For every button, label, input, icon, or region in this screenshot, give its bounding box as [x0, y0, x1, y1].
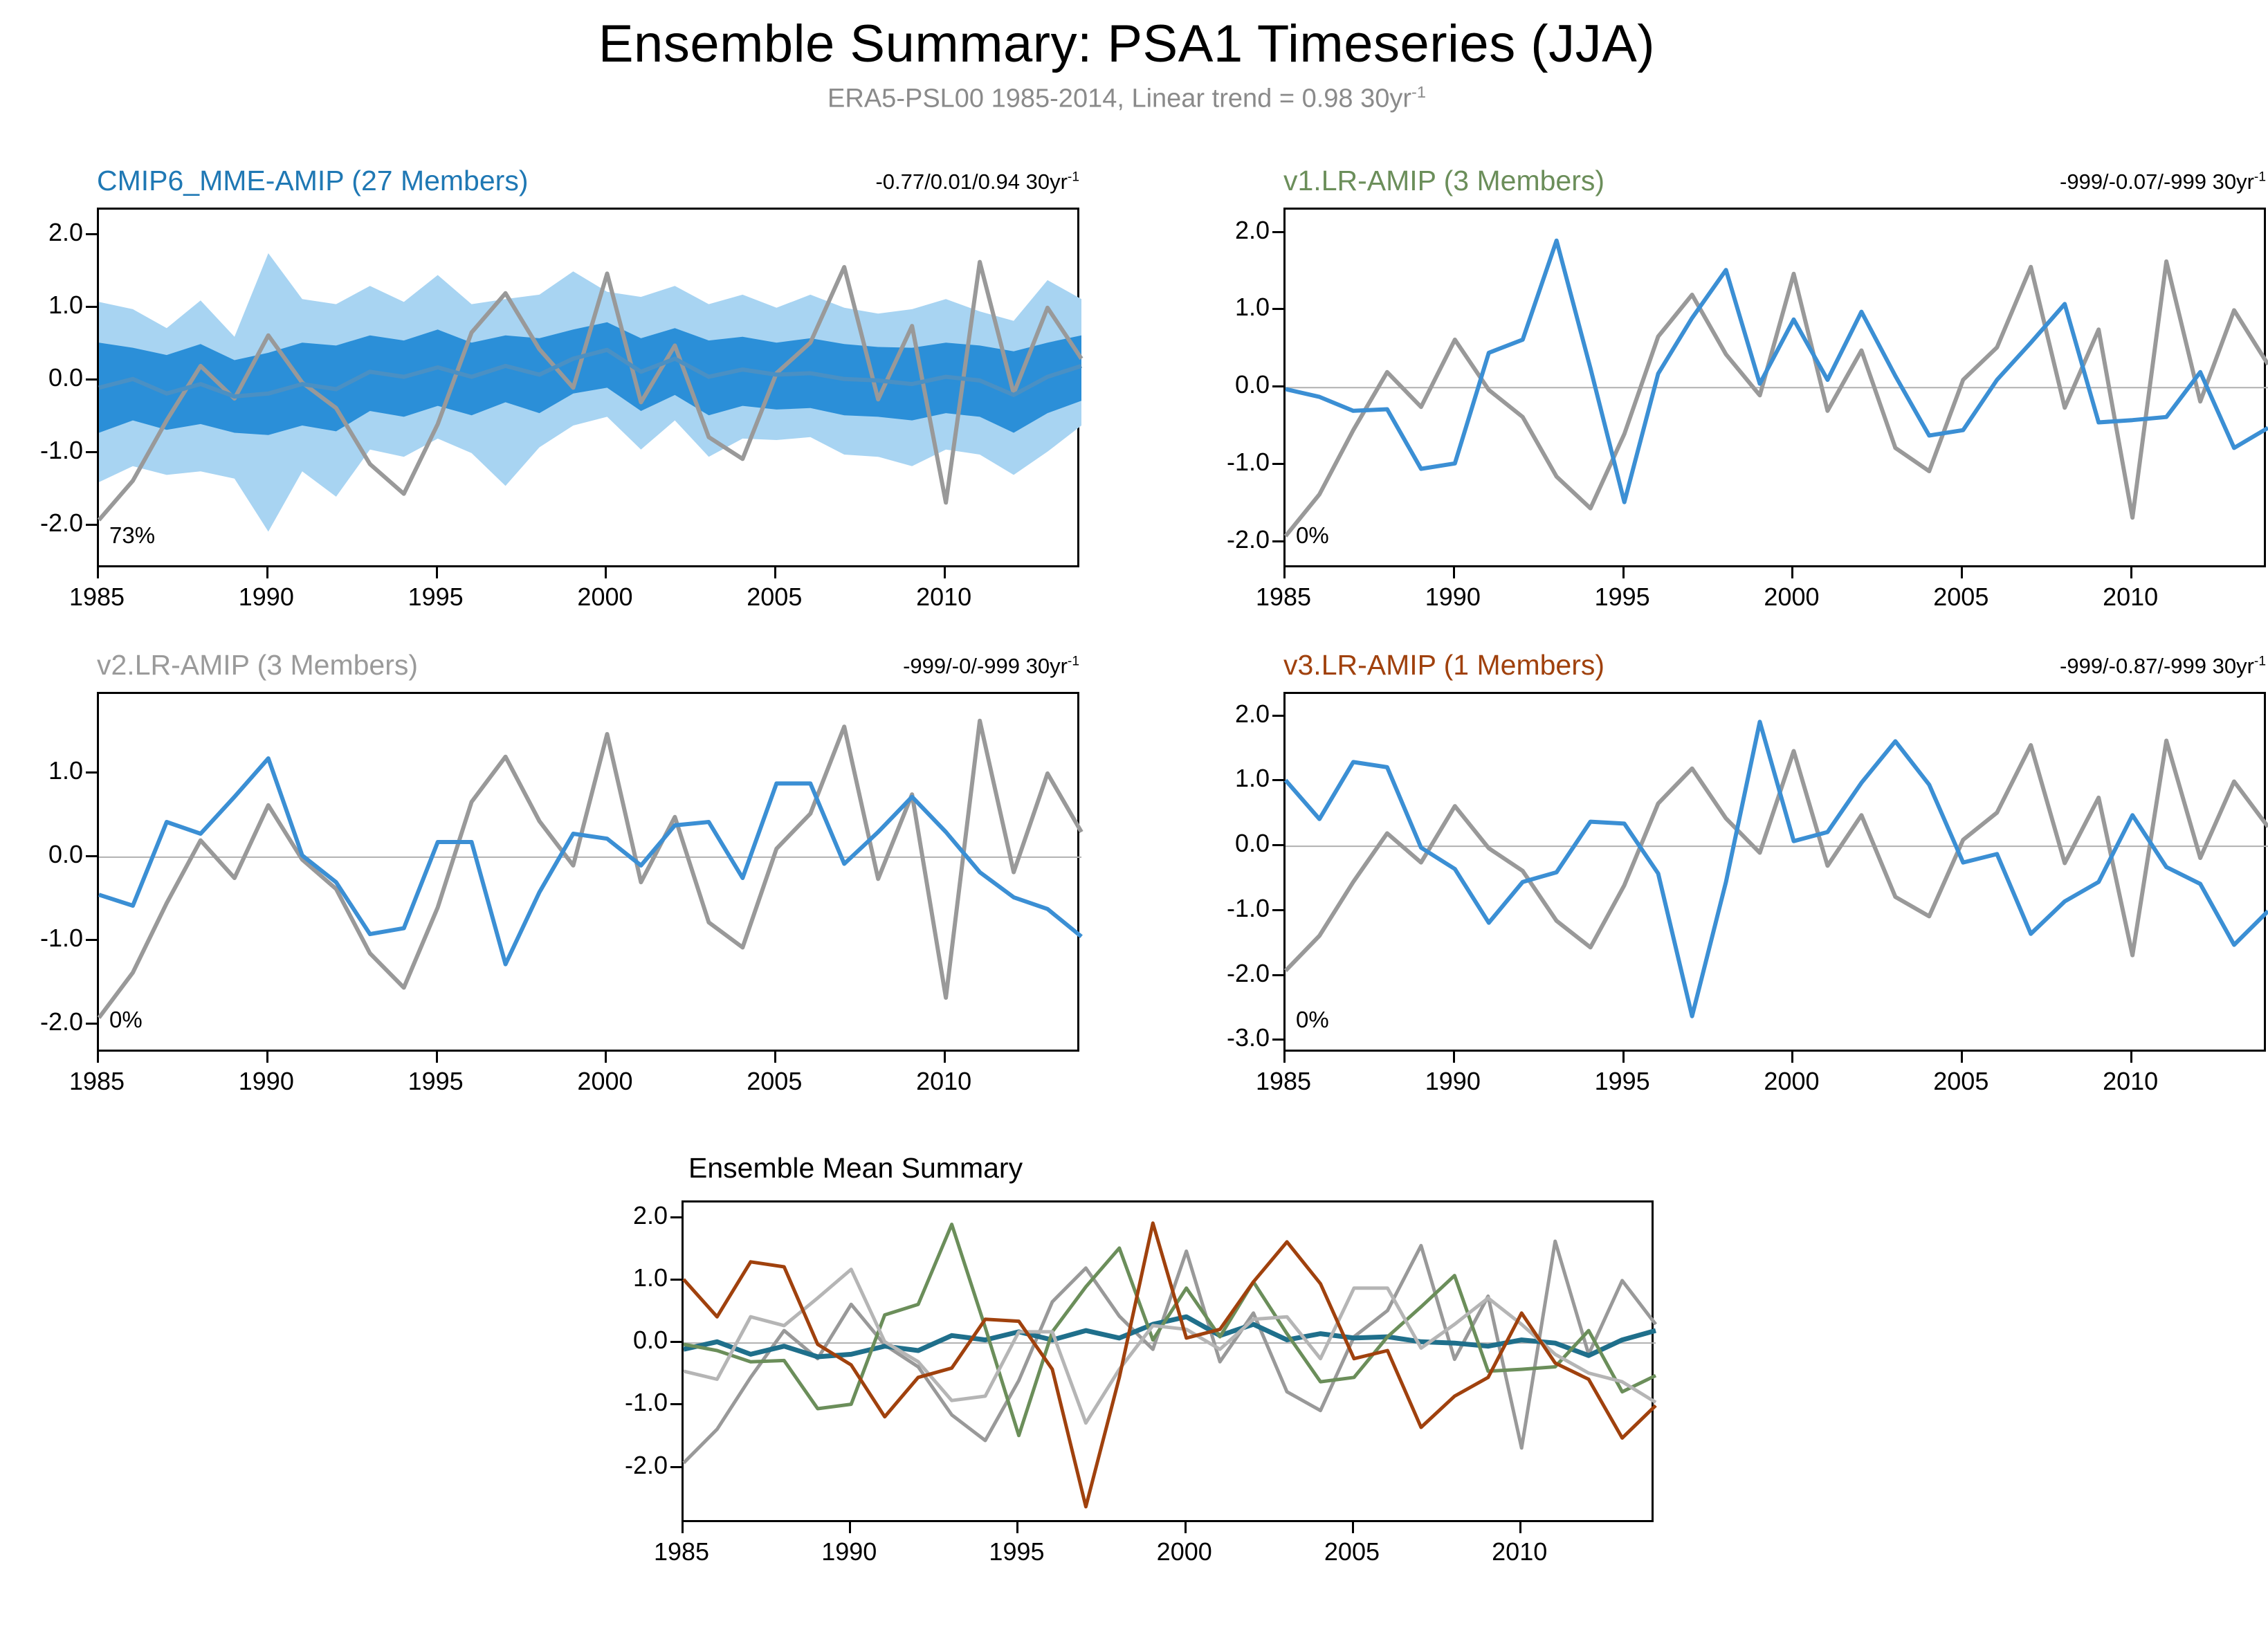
panel-title-mean: Ensemble Mean Summary — [688, 1152, 1023, 1184]
ytick-label: -1.0 — [1226, 448, 1270, 477]
ytick-mark — [86, 306, 97, 308]
panel-title-cmip6: CMIP6_MME-AMIP (27 Members) — [97, 165, 529, 196]
xtick-mark — [1283, 567, 1286, 578]
xtick-mark — [1016, 1522, 1018, 1533]
xtick-label: 2000 — [1764, 583, 1820, 611]
ytick-mark — [1272, 1039, 1283, 1041]
ytick-mark — [86, 939, 97, 941]
ytick-label: -2.0 — [1226, 524, 1270, 554]
ytick-mark — [86, 1023, 97, 1025]
plot-area-cmip6 — [97, 208, 1079, 567]
ytick-label: 0.0 — [48, 363, 83, 392]
plot-area-mean — [682, 1200, 1654, 1522]
xtick-mark — [97, 567, 99, 578]
xtick-label: 1995 — [1594, 1067, 1650, 1095]
xtick-label: 1985 — [1255, 1067, 1312, 1095]
plot-svg-cmip6 — [99, 210, 1081, 569]
xtick-label: 2000 — [577, 583, 633, 611]
xtick-mark — [1791, 1052, 1793, 1063]
panel-trend-v3: -999/-0.87/-999 $30yr^{-1}$ — [2060, 654, 2266, 678]
xtick-label: 1985 — [1255, 583, 1312, 611]
ytick-mark — [86, 771, 97, 774]
xtick-label: 1995 — [989, 1537, 1045, 1566]
xtick-mark — [774, 1052, 776, 1063]
xtick-mark — [944, 567, 946, 578]
ytick-label: 1.0 — [632, 1263, 668, 1292]
xtick-mark — [97, 1052, 99, 1063]
xtick-mark — [1352, 1522, 1354, 1533]
ytick-label: 1.0 — [48, 290, 83, 319]
ytick-label: 1.0 — [1234, 293, 1270, 322]
xtick-label: 2010 — [916, 583, 972, 611]
xtick-mark — [1961, 1052, 1963, 1063]
xtick-mark — [1961, 567, 1963, 578]
xtick-label: 1985 — [68, 583, 125, 611]
xtick-mark — [436, 1052, 438, 1063]
ytick-label: -2.0 — [624, 1450, 668, 1479]
plot-svg-mean — [684, 1202, 1656, 1524]
xtick-mark — [266, 1052, 268, 1063]
ytick-label: -1.0 — [39, 923, 83, 952]
xtick-label: 2005 — [1324, 1537, 1380, 1566]
ytick-mark — [670, 1279, 682, 1281]
xtick-label: 1995 — [1594, 583, 1650, 611]
ytick-label: 2.0 — [1234, 699, 1270, 728]
ytick-label: 0.0 — [632, 1326, 668, 1355]
xtick-label: 2000 — [1764, 1067, 1820, 1095]
plot-area-v2 — [97, 692, 1079, 1052]
xtick-label: 1985 — [68, 1067, 125, 1095]
ytick-label: -2.0 — [1226, 958, 1270, 987]
figure-title: Ensemble Summary: PSA1 Timeseries (JJA) — [598, 15, 1656, 73]
xtick-label: 2005 — [1933, 583, 1989, 611]
ytick-mark — [670, 1216, 682, 1218]
pct-label-v3: 0% — [1296, 1007, 1329, 1032]
xtick-mark — [2130, 1052, 2132, 1063]
xtick-label: 1990 — [238, 583, 294, 611]
xtick-label: 2010 — [2103, 1067, 2159, 1095]
xtick-mark — [682, 1522, 684, 1533]
xtick-mark — [1453, 1052, 1455, 1063]
plot-area-v1 — [1283, 208, 2266, 567]
ytick-mark — [1272, 231, 1283, 233]
ytick-label: 0.0 — [1234, 370, 1270, 399]
xtick-label: 2000 — [577, 1067, 633, 1095]
xtick-label: 1990 — [1425, 1067, 1481, 1095]
xtick-label: 1990 — [238, 1067, 294, 1095]
pct-label-cmip6: 73% — [109, 522, 156, 548]
xtick-label: 2010 — [2103, 583, 2159, 611]
xtick-mark — [774, 567, 776, 578]
ytick-mark — [670, 1341, 682, 1343]
observation-line — [99, 721, 1081, 1018]
ytick-label: 2.0 — [1234, 215, 1270, 244]
xtick-label: 1985 — [653, 1537, 710, 1566]
xtick-label: 1995 — [408, 1067, 464, 1095]
ytick-label: -3.0 — [1226, 1023, 1270, 1052]
panel-trend-v2: -999/-0/-999 $30yr^{-1}$ — [903, 654, 1079, 678]
plot-svg-v1 — [1286, 210, 2268, 569]
ytick-label: -2.0 — [39, 1007, 83, 1036]
ytick-mark — [86, 524, 97, 526]
ytick-label: 0.0 — [48, 839, 83, 868]
panel-title-v2: v2.LR-AMIP (3 Members) — [97, 649, 419, 681]
xtick-mark — [2130, 567, 2132, 578]
ytick-mark — [670, 1466, 682, 1468]
observation-line — [1286, 262, 2268, 536]
panel-trend-cmip6: -0.77/0.01/0.94 $30yr^{-1}$ — [875, 170, 1079, 194]
panel-title-v3: v3.LR-AMIP (1 Members) — [1283, 649, 1605, 681]
xtick-label: 1990 — [1425, 583, 1481, 611]
pct-label-v1: 0% — [1296, 522, 1329, 548]
panel-title-v1: v1.LR-AMIP (3 Members) — [1283, 165, 1605, 196]
model-mean-line — [1286, 722, 2268, 1016]
ytick-mark — [86, 855, 97, 857]
xtick-label: 2000 — [1156, 1537, 1212, 1566]
xtick-mark — [1519, 1522, 1521, 1533]
xtick-mark — [1453, 567, 1455, 578]
ytick-mark — [86, 233, 97, 235]
ytick-mark — [1272, 909, 1283, 911]
xtick-label: 2005 — [747, 1067, 803, 1095]
ytick-label: 2.0 — [632, 1200, 668, 1229]
xtick-mark — [849, 1522, 851, 1533]
series-line-2 — [684, 1225, 1656, 1436]
ytick-mark — [86, 378, 97, 381]
ytick-label: -1.0 — [39, 435, 83, 464]
ytick-label: 0.0 — [1234, 829, 1270, 858]
xtick-mark — [605, 1052, 607, 1063]
ytick-label: -1.0 — [1226, 893, 1270, 922]
ytick-mark — [1272, 715, 1283, 717]
ytick-label: 1.0 — [1234, 764, 1270, 793]
ytick-mark — [86, 451, 97, 453]
plot-svg-v2 — [99, 694, 1081, 1054]
plot-svg-v3 — [1286, 694, 2268, 1054]
xtick-mark — [436, 567, 438, 578]
xtick-mark — [1283, 1052, 1286, 1063]
ytick-mark — [1272, 779, 1283, 781]
xtick-mark — [944, 1052, 946, 1063]
xtick-label: 2010 — [1492, 1537, 1548, 1566]
xtick-label: 2005 — [747, 583, 803, 611]
ytick-mark — [1272, 463, 1283, 465]
xtick-label: 1995 — [408, 583, 464, 611]
ytick-label: 2.0 — [48, 217, 83, 246]
xtick-mark — [1185, 1522, 1187, 1533]
pct-label-v2: 0% — [109, 1007, 143, 1032]
ytick-mark — [1272, 385, 1283, 387]
ytick-mark — [1272, 844, 1283, 846]
xtick-mark — [266, 567, 268, 578]
xtick-label: 1990 — [821, 1537, 877, 1566]
ytick-mark — [1272, 540, 1283, 542]
xtick-label: 2005 — [1933, 1067, 1989, 1095]
panel-trend-v1: -999/-0.07/-999 $30yr^{-1}$ — [2060, 170, 2266, 194]
ytick-label: 1.0 — [48, 756, 83, 785]
figure-subtitle: ERA5-PSL00 1985-2014, Linear trend = 0.98 $30yr^{-1}$ — [827, 83, 1426, 113]
plot-area-v3 — [1283, 692, 2266, 1052]
xtick-mark — [605, 567, 607, 578]
ytick-label: -1.0 — [624, 1388, 668, 1417]
xtick-mark — [1622, 567, 1625, 578]
xtick-mark — [1791, 567, 1793, 578]
ytick-mark — [1272, 974, 1283, 976]
xtick-label: 2010 — [916, 1067, 972, 1095]
ytick-label: -2.0 — [39, 508, 83, 537]
xtick-mark — [1622, 1052, 1625, 1063]
ytick-mark — [1272, 308, 1283, 310]
series-line-4 — [684, 1223, 1656, 1507]
ytick-mark — [670, 1403, 682, 1405]
